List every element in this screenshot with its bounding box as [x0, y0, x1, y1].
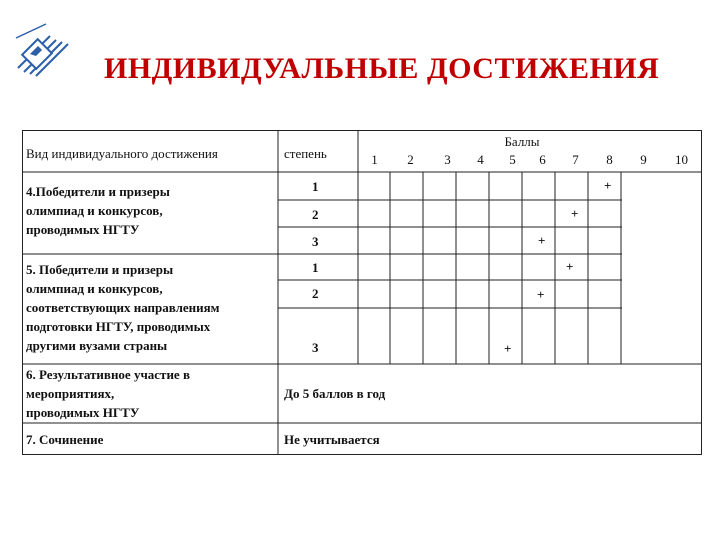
achievements-table	[22, 130, 702, 455]
points-header-9: 9	[640, 152, 647, 167]
group-4-label-line-1: 4.Победители и призеры	[26, 184, 170, 199]
group-4-degree-3: 3	[312, 234, 319, 249]
group-5-label-line-5: другими вузами страны	[26, 338, 168, 353]
group-6-note: До 5 баллов в год	[284, 386, 386, 401]
points-header-4: 4	[477, 152, 484, 167]
group-5-degree-3: 3	[312, 340, 319, 355]
points-header-7: 7	[572, 152, 579, 167]
group-5-degree-2: 2	[312, 286, 319, 301]
points-header-6: 6	[539, 152, 546, 167]
group-4-degree-1: 1	[312, 179, 319, 194]
header-degree: степень	[284, 146, 327, 161]
points-header-2: 2	[407, 152, 414, 167]
group-5-label-line-4: подготовки НГТУ, проводимых	[26, 319, 211, 334]
group-7-note: Не учитывается	[284, 432, 380, 447]
header-points: Баллы	[504, 134, 540, 149]
group-4-degree-2: 2	[312, 207, 319, 222]
group-5-mark-3: +	[504, 341, 512, 356]
group-5-label-line-3: соответствующих направлениям	[26, 300, 220, 315]
group-7-label: 7. Сочинение	[26, 432, 104, 447]
group-5-label-line-2: олимпиад и конкурсов,	[26, 281, 163, 296]
group-4-label-line-2: олимпиад и конкурсов,	[26, 203, 163, 218]
group-6-label-line-3: проводимых НГТУ	[26, 405, 140, 420]
header-type: Вид индивидуального достижения	[26, 146, 218, 161]
group-5-label-line-1: 5. Победители и призеры	[26, 262, 174, 277]
points-header-8: 8	[606, 152, 613, 167]
group-6-label-line-1: 6. Результативное участие в	[26, 367, 190, 382]
points-header-10: 10	[675, 152, 688, 167]
points-header-5: 5	[509, 152, 516, 167]
group-5-mark-1: +	[566, 259, 574, 274]
group-5-degree-1: 1	[312, 260, 319, 275]
group-4-mark-3: +	[538, 233, 546, 248]
university-emblem-icon	[12, 18, 72, 82]
group-6-label-line-2: мероприятиях,	[26, 386, 115, 401]
group-4-label-line-3: проводимых НГТУ	[26, 222, 140, 237]
group-5-mark-2: +	[537, 287, 545, 302]
page-title: ИНДИВИДУАЛЬНЫЕ ДОСТИЖЕНИЯ	[104, 52, 660, 85]
group-4-mark-2: +	[571, 206, 579, 221]
points-header-1: 1	[371, 152, 378, 167]
university-logo	[12, 18, 72, 82]
group-4-mark-1: +	[604, 178, 612, 193]
points-header-3: 3	[444, 152, 451, 167]
